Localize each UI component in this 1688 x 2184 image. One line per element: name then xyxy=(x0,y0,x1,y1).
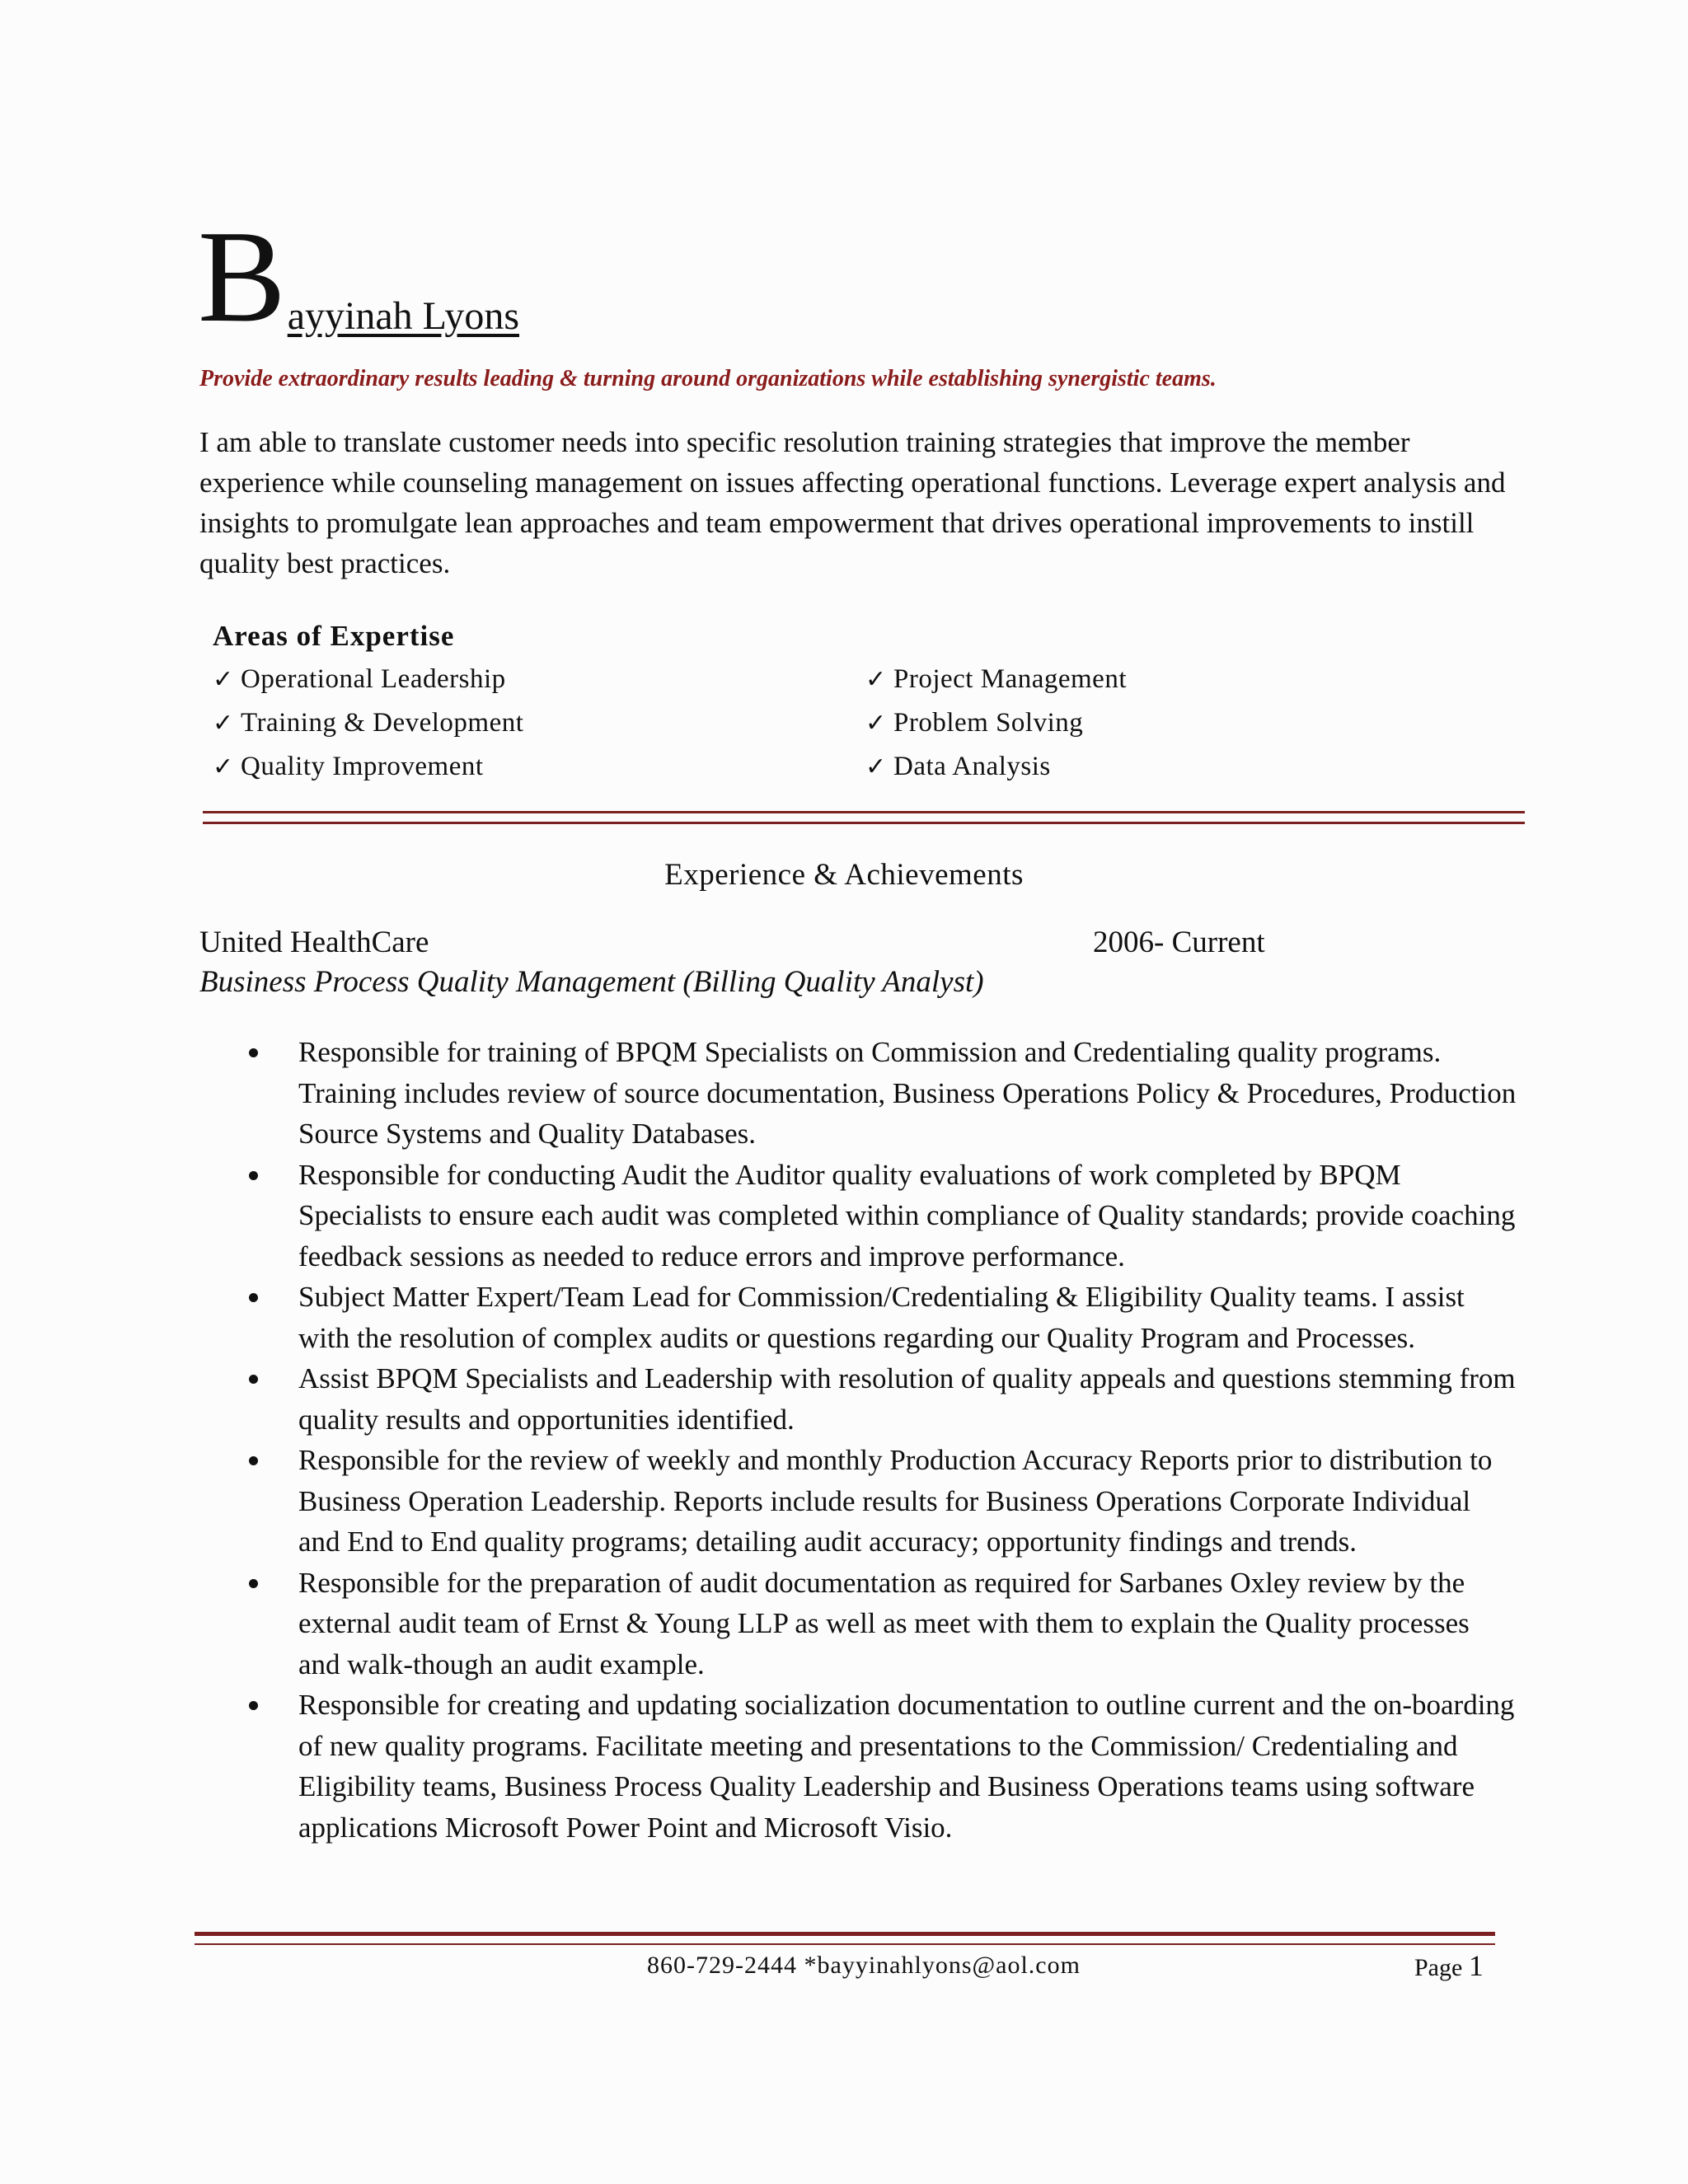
list-item: Assist BPQM Specialists and Leadership with resolution of quality appeals and questions stemming from quality results and opportunities identified. xyxy=(199,1358,1518,1440)
candidate-name xyxy=(198,203,520,349)
employment-dates: 2006- Current xyxy=(1093,926,1265,959)
list-item: Responsible for conducting Audit the Auditor quality evaluations of work completed by BPQM Specialists to ensure each audit was completed within compliance of Quality standards; provide coaching feedback sessions as needed to reduce errors and improve performance. xyxy=(199,1155,1518,1277)
list-item: Responsible for training of BPQM Specialists on Commission and Credentialing quality programs. Training includes review of source documentation, Business Operations Policy & Procedures, Production Source Systems and Quality Databases. xyxy=(199,1032,1518,1155)
expertise-item: ✓ Problem Solving xyxy=(865,708,1084,738)
check-icon: ✓ xyxy=(865,665,887,694)
footer-divider xyxy=(195,1932,1495,1945)
bullet-icon xyxy=(249,1701,258,1710)
expertise-item: ✓ Quality Improvement xyxy=(213,752,484,781)
bullet-icon xyxy=(249,1579,258,1588)
page-label: Page xyxy=(1414,1954,1463,1981)
achievements-list xyxy=(199,1032,1518,1848)
list-item: Responsible for the review of weekly and monthly Production Accuracy Reports prior to distribution to Business Operation Leadership. Reports include results for Business Operations Corporate Individual and End to End quality programs; detailing audit accuracy; opportunity findings and trends. xyxy=(199,1440,1518,1563)
experience-heading: Experience & Achievements xyxy=(664,858,1024,892)
summary-paragraph: I am able to translate customer needs into specific resolution training strategies that improve the member experience while counseling management on issues affecting operational functions. Leverage expert analysis and insights to promulgate lean approaches and team empowerment that drives operational improvements to instill quality best practices. xyxy=(199,426,1506,579)
page-number xyxy=(1414,1948,1484,1983)
expertise-heading: Areas of Expertise xyxy=(213,620,455,652)
employer-name: United HealthCare xyxy=(199,926,429,959)
name-rest: ayyinah Lyons xyxy=(287,294,520,338)
page-number-value: 1 xyxy=(1468,1949,1484,1982)
expertise-item: ✓ Operational Leadership xyxy=(213,664,506,694)
expertise-item: ✓ Training & Development xyxy=(213,708,524,738)
tagline: Provide extraordinary results leading & turning around organizations while establishing synergistic teams. xyxy=(199,366,1217,391)
section-divider xyxy=(203,811,1525,824)
bullet-icon xyxy=(249,1171,258,1180)
check-icon: ✓ xyxy=(213,752,234,781)
check-icon: ✓ xyxy=(213,709,234,738)
check-icon: ✓ xyxy=(865,752,887,781)
list-item: Responsible for creating and updating socialization documentation to outline current and the on-boarding of new quality programs. Facilitate meeting and presentations to the Commission/ Credentialing and Eligibility teams, Business Process Quality Leadership and Business Operations teams using software applications Microsoft Power Point and Microsoft Visio. xyxy=(199,1685,1518,1848)
expertise-item: ✓ Project Management xyxy=(865,664,1127,694)
bullet-icon xyxy=(249,1456,258,1465)
check-icon: ✓ xyxy=(213,665,234,694)
list-item: Responsible for the preparation of audit documentation as required for Sarbanes Oxley review by the external audit team of Ernst & Young LLP as well as meet with them to explain the Quality processes and walk-though an audit example. xyxy=(199,1563,1518,1685)
bullet-icon xyxy=(249,1293,258,1302)
expertise-item: ✓ Data Analysis xyxy=(865,752,1051,781)
footer-contact: 860-729-2444 *bayyinahlyons@aol.com xyxy=(647,1952,1081,1979)
job-title: Business Process Quality Management (Billing Quality Analyst) xyxy=(199,965,984,999)
name-initial: B xyxy=(198,203,286,349)
bullet-icon xyxy=(249,1375,258,1384)
bullet-icon xyxy=(249,1048,258,1057)
list-item: Subject Matter Expert/Team Lead for Commission/Credentialing & Eligibility Quality teams. I assist with the resolution of complex audits or questions regarding our Quality Program and Processes. xyxy=(199,1277,1518,1358)
check-icon: ✓ xyxy=(865,709,887,738)
